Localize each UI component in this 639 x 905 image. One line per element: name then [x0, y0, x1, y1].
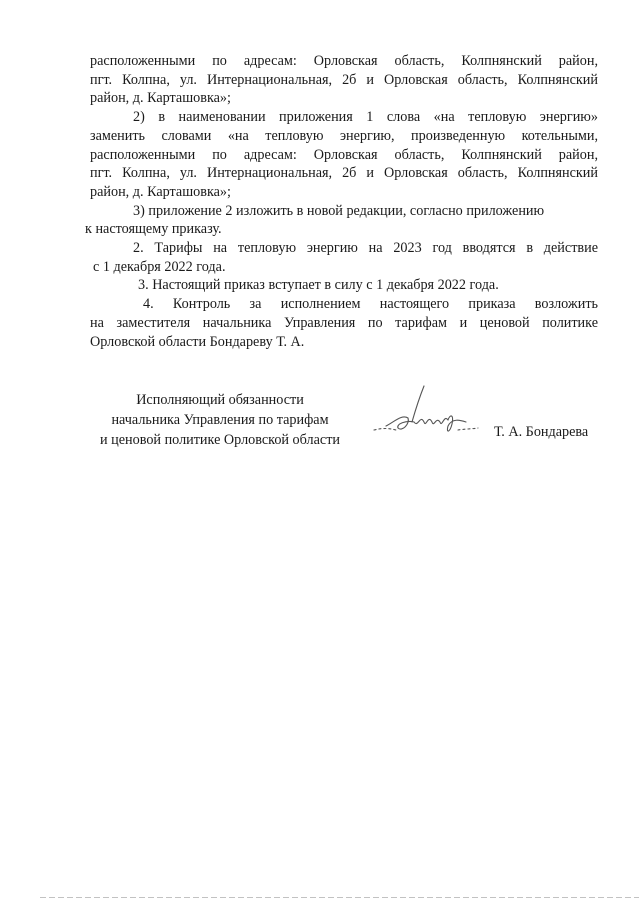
paragraph-item-2: [90, 108, 598, 202]
text-line: расположенными по адресам: Орловская область, Колпнянский район,: [90, 53, 598, 69]
text-line: к настоящему приказу.: [85, 221, 222, 238]
text-line: 3) приложение 2 изложить в новой редакции, согласно приложению: [133, 202, 545, 219]
text-line: пгт. Колпна, ул. Интернациональная, 2б и Орловская область, Колпнянский: [90, 71, 598, 88]
handwritten-signature-icon: [372, 384, 482, 446]
paragraph-continuation: [90, 52, 598, 108]
paragraph-point-2: [90, 239, 598, 276]
paragraph-item-3: [85, 202, 598, 239]
text-line: расположенными по адресам: Орловская область, Колпнянский район,: [90, 146, 598, 163]
text-line: 2. Тарифы на тепловую энергию на 2023 год вводятся в действие: [133, 240, 598, 257]
text-line: 4. Контроль за исполнением настоящего приказа возложить: [143, 296, 598, 313]
signatory-position-line: начальника Управления по тарифам: [111, 412, 329, 428]
signatory-name: Т. А. Бондарева: [494, 424, 589, 440]
text-line: с 1 декабря 2022 года.: [93, 258, 226, 275]
text-line: район, д. Карташовка»;: [90, 90, 231, 107]
text-line: 3. Настоящий приказ вступает в силу с 1 декабря 2022 года.: [138, 277, 499, 294]
signatory-position-line: и ценовой политике Орловской области: [100, 432, 340, 448]
text-line: заменить словами «на тепловую энергию, произведенную котельными,: [90, 127, 598, 144]
document-body: [85, 52, 598, 351]
paragraph-point-4: [90, 295, 598, 351]
scan-edge-divider: [40, 897, 639, 898]
text-line: район, д. Карташовка»;: [90, 183, 231, 200]
signatory-position: [80, 390, 360, 450]
text-line: на заместителя начальника Управления по тарифам и ценовой политике: [90, 314, 598, 331]
text-line: Орловской области Бондареву Т. А.: [90, 333, 305, 350]
text-line: 2) в наименовании приложения 1 слова «на тепловую энергию»: [133, 109, 598, 126]
paragraph-point-3: [90, 276, 598, 295]
text-line: пгт. Колпна, ул. Интернациональная, 2б и Орловская область, Колпнянский: [90, 165, 598, 182]
signatory-position-line: Исполняющий обязанности: [136, 392, 304, 408]
